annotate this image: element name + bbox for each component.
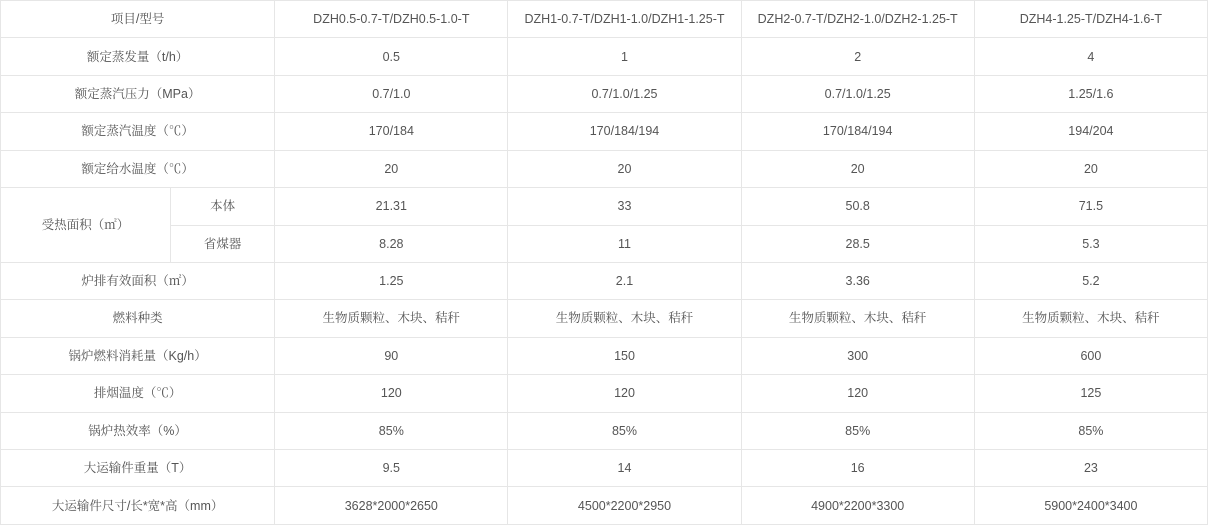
row-value: 11 bbox=[508, 225, 741, 262]
row-label: 炉排有效面积（㎡） bbox=[1, 262, 275, 299]
row-value: 1 bbox=[508, 38, 741, 75]
column-header-model-2: DZH1-0.7-T/DZH1-1.0/DZH1-1.25-T bbox=[508, 1, 741, 38]
row-label: 额定蒸汽温度（℃） bbox=[1, 113, 275, 150]
table-row bbox=[1, 450, 1208, 487]
row-value: 194/204 bbox=[974, 113, 1207, 150]
row-value: 90 bbox=[275, 337, 508, 374]
table-row bbox=[1, 337, 1208, 374]
column-header-model-1: DZH0.5-0.7-T/DZH0.5-1.0-T bbox=[275, 1, 508, 38]
row-value: 2 bbox=[741, 38, 974, 75]
row-label-heating-area: 受热面积（㎡） bbox=[1, 188, 171, 263]
row-value: 8.28 bbox=[275, 225, 508, 262]
row-value: 生物质颗粒、木块、秸秆 bbox=[741, 300, 974, 337]
row-value: 23 bbox=[974, 450, 1207, 487]
row-value: 0.7/1.0 bbox=[275, 75, 508, 112]
row-value: 20 bbox=[974, 150, 1207, 187]
row-value: 120 bbox=[508, 375, 741, 412]
row-value: 28.5 bbox=[741, 225, 974, 262]
table-row bbox=[1, 75, 1208, 112]
column-header-model-4: DZH4-1.25-T/DZH4-1.6-T bbox=[974, 1, 1207, 38]
row-value: 71.5 bbox=[974, 188, 1207, 225]
row-value: 85% bbox=[508, 412, 741, 449]
row-value: 20 bbox=[741, 150, 974, 187]
row-value: 20 bbox=[508, 150, 741, 187]
table-header-row bbox=[1, 1, 1208, 38]
row-value: 33 bbox=[508, 188, 741, 225]
row-value: 21.31 bbox=[275, 188, 508, 225]
row-value: 4900*2200*3300 bbox=[741, 487, 974, 525]
row-sublabel: 省煤器 bbox=[171, 225, 275, 262]
row-label: 额定给水温度（℃） bbox=[1, 150, 275, 187]
row-value: 170/184 bbox=[275, 113, 508, 150]
row-value: 85% bbox=[974, 412, 1207, 449]
table-row bbox=[1, 38, 1208, 75]
row-value: 0.5 bbox=[275, 38, 508, 75]
row-value: 20 bbox=[275, 150, 508, 187]
row-value: 3.36 bbox=[741, 262, 974, 299]
row-value: 300 bbox=[741, 337, 974, 374]
row-value: 2.1 bbox=[508, 262, 741, 299]
row-sublabel: 本体 bbox=[171, 188, 275, 225]
table-row bbox=[1, 262, 1208, 299]
row-value: 9.5 bbox=[275, 450, 508, 487]
row-label: 锅炉热效率（%） bbox=[1, 412, 275, 449]
row-value: 5900*2400*3400 bbox=[974, 487, 1207, 525]
table-row bbox=[1, 412, 1208, 449]
row-value: 生物质颗粒、木块、秸秆 bbox=[275, 300, 508, 337]
table-row bbox=[1, 225, 1208, 262]
row-value: 16 bbox=[741, 450, 974, 487]
table-row bbox=[1, 113, 1208, 150]
row-value: 生物质颗粒、木块、秸秆 bbox=[508, 300, 741, 337]
table-row bbox=[1, 188, 1208, 225]
row-value: 125 bbox=[974, 375, 1207, 412]
row-value: 3628*2000*2650 bbox=[275, 487, 508, 525]
row-value: 85% bbox=[741, 412, 974, 449]
row-value: 4500*2200*2950 bbox=[508, 487, 741, 525]
row-value: 生物质颗粒、木块、秸秆 bbox=[974, 300, 1207, 337]
row-value: 5.2 bbox=[974, 262, 1207, 299]
table-row bbox=[1, 150, 1208, 187]
row-label: 额定蒸发量（t/h） bbox=[1, 38, 275, 75]
row-value: 120 bbox=[741, 375, 974, 412]
table-row bbox=[1, 375, 1208, 412]
row-label: 额定蒸汽压力（MPa） bbox=[1, 75, 275, 112]
row-value: 600 bbox=[974, 337, 1207, 374]
row-label: 燃料种类 bbox=[1, 300, 275, 337]
table-row bbox=[1, 487, 1208, 525]
row-value: 1.25 bbox=[275, 262, 508, 299]
row-value: 170/184/194 bbox=[508, 113, 741, 150]
row-label: 大运输件尺寸/长*宽*高（mm） bbox=[1, 487, 275, 525]
column-header-item: 项目/型号 bbox=[1, 1, 275, 38]
row-value: 0.7/1.0/1.25 bbox=[741, 75, 974, 112]
row-value: 150 bbox=[508, 337, 741, 374]
row-label: 排烟温度（℃） bbox=[1, 375, 275, 412]
row-value: 5.3 bbox=[974, 225, 1207, 262]
row-label: 锅炉燃料消耗量（Kg/h） bbox=[1, 337, 275, 374]
row-value: 14 bbox=[508, 450, 741, 487]
row-value: 1.25/1.6 bbox=[974, 75, 1207, 112]
row-value: 85% bbox=[275, 412, 508, 449]
row-value: 170/184/194 bbox=[741, 113, 974, 150]
row-value: 4 bbox=[974, 38, 1207, 75]
row-label: 大运输件重量（T） bbox=[1, 450, 275, 487]
row-value: 50.8 bbox=[741, 188, 974, 225]
row-value: 120 bbox=[275, 375, 508, 412]
row-value: 0.7/1.0/1.25 bbox=[508, 75, 741, 112]
table-row bbox=[1, 300, 1208, 337]
column-header-model-3: DZH2-0.7-T/DZH2-1.0/DZH2-1.25-T bbox=[741, 1, 974, 38]
